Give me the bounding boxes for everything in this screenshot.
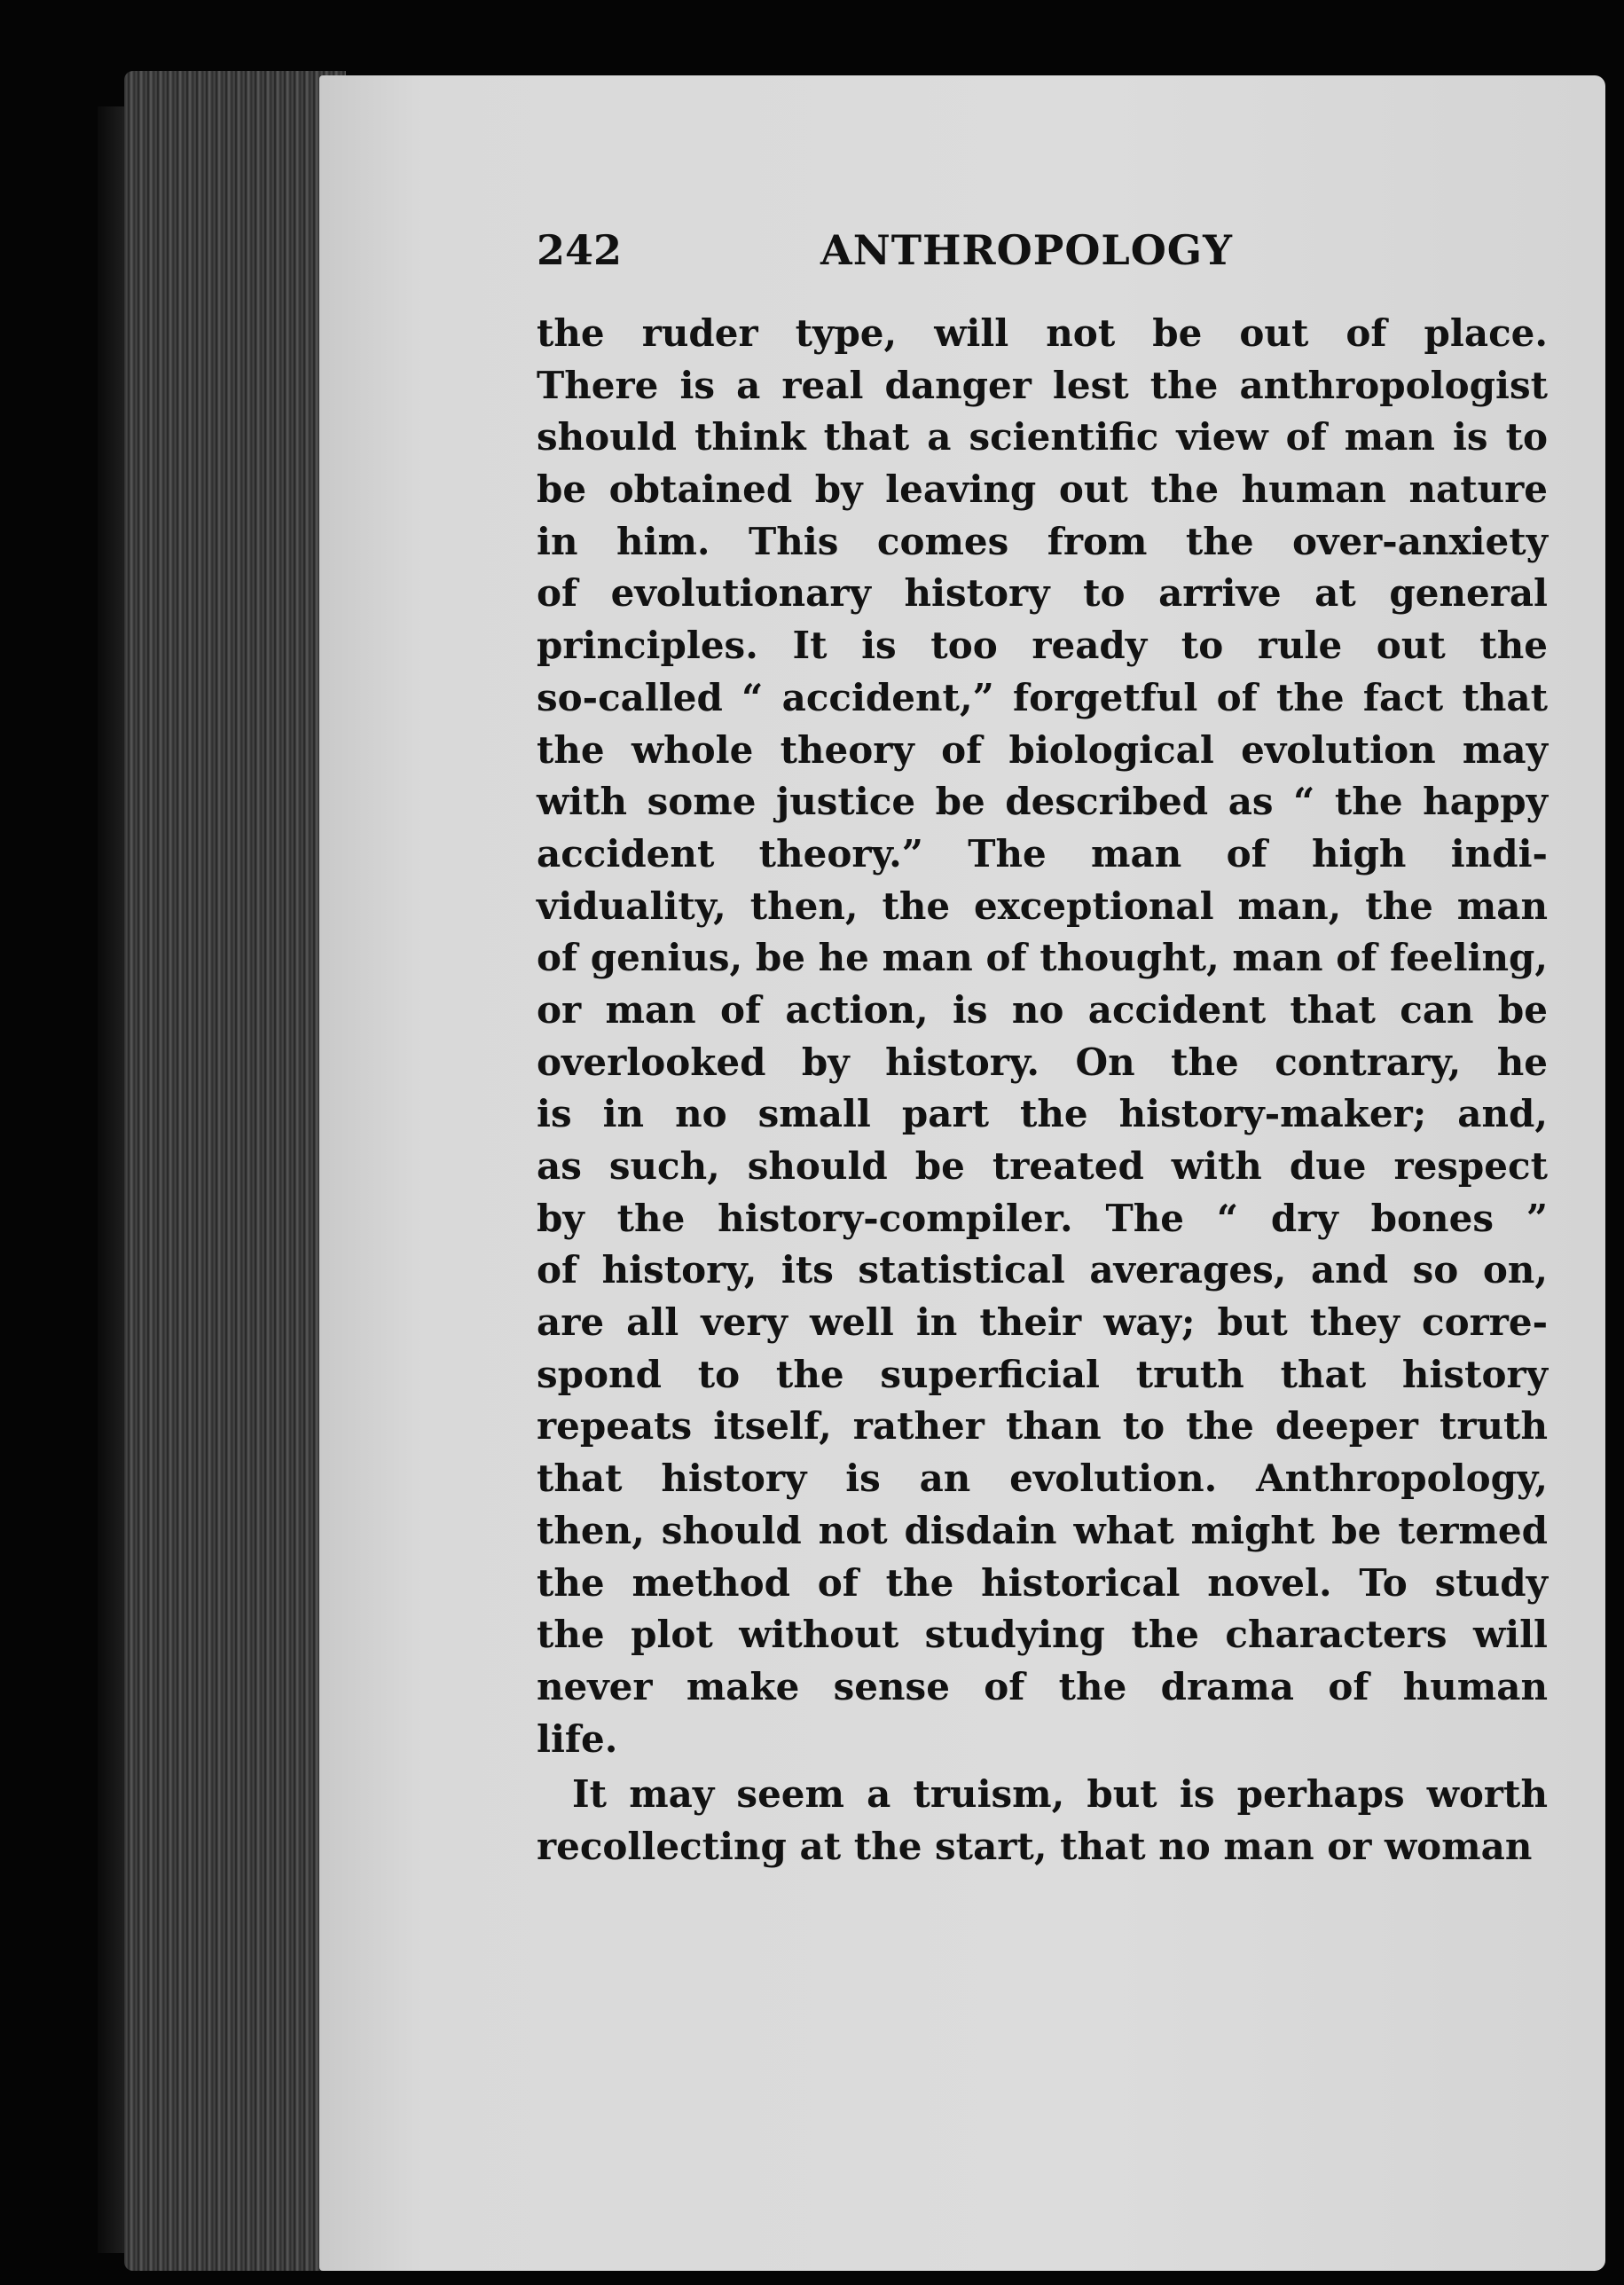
text-line: It may seem a truism, but is perhaps worth <box>572 1772 1548 1817</box>
text-line: that history is an evolution. Anthropology, <box>537 1457 1548 1501</box>
text-line: then, should not disdain what might be termed <box>537 1508 1548 1552</box>
text-line: accident theory.” The man of high indi- <box>537 831 1548 876</box>
text-line: by the history-compiler. The “ dry bones ” <box>537 1196 1548 1240</box>
text-line: life. <box>537 1716 618 1761</box>
text-line: so-called “ accident,” forgetful of the fact that <box>537 675 1548 719</box>
text-line: of history, its statistical averages, and so on, <box>537 1248 1548 1292</box>
text-line: repeats itself, rather than to the deeper truth <box>537 1404 1548 1449</box>
text-line: in him. This comes from the over-anxiety <box>537 519 1548 563</box>
text-line: the plot without studying the characters will <box>537 1613 1548 1657</box>
text-line: be obtained by leaving out the human nature <box>537 467 1548 512</box>
paragraph <box>537 308 1548 1765</box>
paragraph <box>537 1769 1548 1873</box>
text-line: principles. It is too ready to rule out the <box>537 624 1548 668</box>
text-line: never make sense of the drama of human <box>537 1664 1548 1708</box>
text-line: are all very well in their way; but they corre- <box>537 1300 1548 1345</box>
body-text <box>537 308 1548 1873</box>
text-line: of genius, be he man of thought, man of feeling, <box>537 936 1548 980</box>
running-title: ANTHROPOLOGY <box>820 226 1233 274</box>
text-line: spond to the superficial truth that history <box>537 1352 1548 1396</box>
page-number: 242 <box>537 226 623 274</box>
page-content <box>537 226 1548 1873</box>
text-line: the method of the historical novel. To study <box>537 1560 1548 1605</box>
text-line: the whole theory of biological evolution may <box>537 727 1548 772</box>
book-page-edges <box>124 71 346 2271</box>
text-line: or man of action, is no accident that can be <box>537 987 1548 1032</box>
text-line: is in no small part the history-maker; and, <box>537 1092 1548 1136</box>
text-line: There is a real danger lest the anthropologist <box>537 363 1548 407</box>
text-line: with some justice be described as “ the happy <box>537 780 1548 824</box>
text-line: of evolutionary history to arrive at general <box>537 571 1548 616</box>
running-head <box>537 226 1548 288</box>
text-line: overlooked by history. On the contrary, he <box>537 1040 1548 1084</box>
text-line: recollecting at the start, that no man or woman <box>537 1824 1533 1868</box>
text-line: should think that a scientific view of man is to <box>537 415 1548 459</box>
text-line: as such, should be treated with due respect <box>537 1144 1548 1188</box>
text-line: viduality, then, the exceptional man, the man <box>537 883 1548 928</box>
text-line: the ruder type, will not be out of place. <box>537 311 1548 355</box>
